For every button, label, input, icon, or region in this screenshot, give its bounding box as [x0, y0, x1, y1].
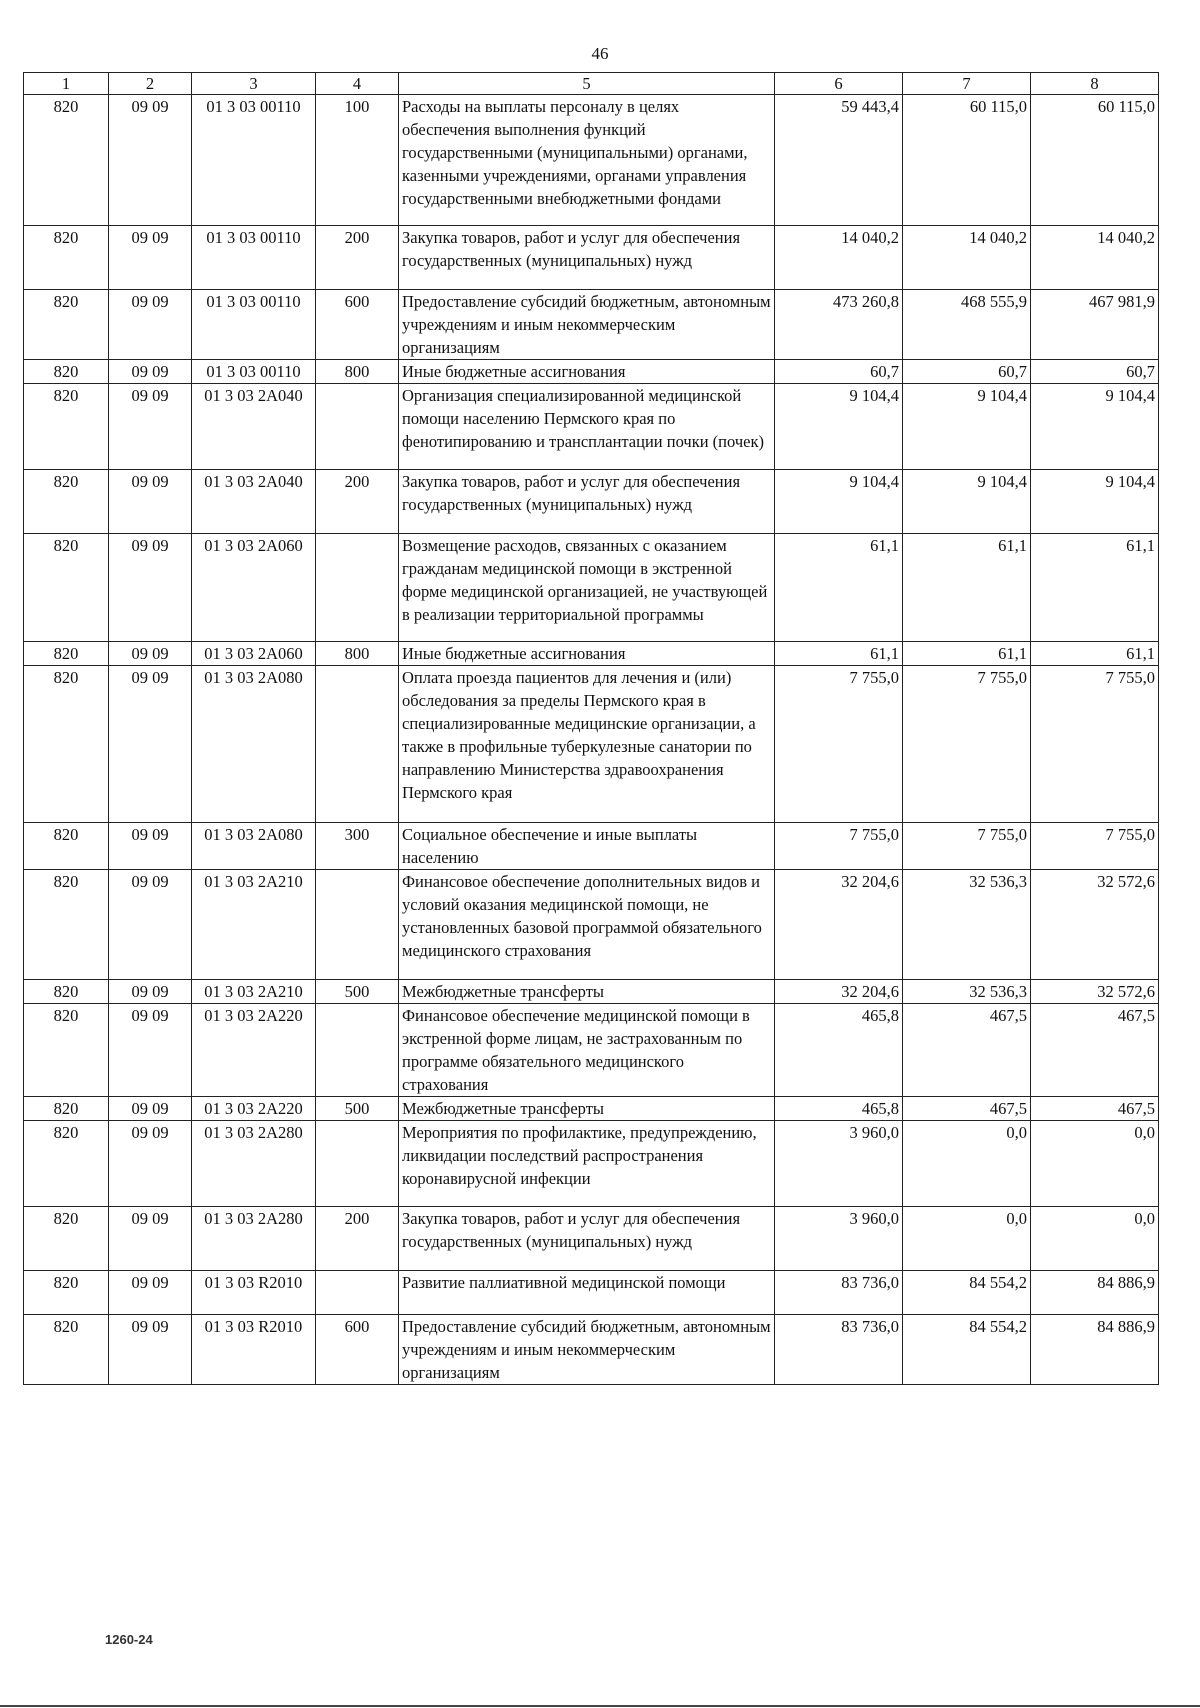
- expense-description: Финансовое обеспечение медицинской помощи в экстренной форме лицам, не застрахованным по программе обязательного медицинского страхования: [399, 1004, 775, 1097]
- expense-type-code: 300: [316, 823, 399, 870]
- table-row: [24, 226, 1159, 290]
- table-row: [24, 642, 1159, 666]
- header-row: [24, 73, 1159, 95]
- table-row: [24, 980, 1159, 1004]
- table-row: [24, 1097, 1159, 1121]
- column-header: 3: [192, 73, 316, 95]
- section-code: 09 09: [109, 1207, 192, 1271]
- expense-description: Социальное обеспечение и иные выплаты населению: [399, 823, 775, 870]
- expense-type-code: 200: [316, 470, 399, 534]
- department-code: 820: [24, 95, 109, 226]
- target-article-code: 01 3 03 2А080: [192, 823, 316, 870]
- section-code: 09 09: [109, 226, 192, 290]
- section-code: 09 09: [109, 290, 192, 360]
- department-code: 820: [24, 823, 109, 870]
- amount-col-8: 60 115,0: [1031, 95, 1159, 226]
- expense-description: Иные бюджетные ассигнования: [399, 360, 775, 384]
- amount-col-8: 32 572,6: [1031, 980, 1159, 1004]
- expense-type-code: [316, 870, 399, 980]
- amount-col-8: 7 755,0: [1031, 666, 1159, 823]
- section-code: 09 09: [109, 1097, 192, 1121]
- expense-type-code: [316, 384, 399, 470]
- page-number: 46: [591, 44, 609, 63]
- department-code: 820: [24, 384, 109, 470]
- amount-col-8: 60,7: [1031, 360, 1159, 384]
- department-code: 820: [24, 360, 109, 384]
- expense-description: Оплата проезда пациентов для лечения и (или) обследования за пределы Пермского края в специализированные медицинские организации, а также в профильные туберкулезные санатории по направлению Министерства здравоохранения Пермского края: [399, 666, 775, 823]
- table-row: [24, 534, 1159, 642]
- expense-type-code: 200: [316, 226, 399, 290]
- expense-type-code: [316, 1271, 399, 1315]
- target-article-code: 01 3 03 2А040: [192, 470, 316, 534]
- target-article-code: 01 3 03 2А080: [192, 666, 316, 823]
- expense-description: Развитие паллиативной медицинской помощи: [399, 1271, 775, 1315]
- amount-col-8: 0,0: [1031, 1121, 1159, 1207]
- section-code: 09 09: [109, 360, 192, 384]
- target-article-code: 01 3 03 2А210: [192, 980, 316, 1004]
- amount-col-8: 61,1: [1031, 642, 1159, 666]
- section-code: 09 09: [109, 384, 192, 470]
- amount-col-7: 61,1: [903, 642, 1031, 666]
- table-row: [24, 290, 1159, 360]
- target-article-code: 01 3 03 2А040: [192, 384, 316, 470]
- department-code: 820: [24, 642, 109, 666]
- table-row: [24, 95, 1159, 226]
- expense-type-code: 800: [316, 642, 399, 666]
- amount-col-6: 3 960,0: [775, 1121, 903, 1207]
- column-header: 8: [1031, 73, 1159, 95]
- amount-col-6: 83 736,0: [775, 1315, 903, 1385]
- table-row: [24, 1207, 1159, 1271]
- amount-col-6: 60,7: [775, 360, 903, 384]
- department-code: 820: [24, 1121, 109, 1207]
- amount-col-7: 9 104,4: [903, 470, 1031, 534]
- amount-col-7: 60,7: [903, 360, 1031, 384]
- table-row: [24, 360, 1159, 384]
- budget-table: [23, 72, 1159, 1385]
- amount-col-7: 60 115,0: [903, 95, 1031, 226]
- department-code: 820: [24, 534, 109, 642]
- amount-col-8: 32 572,6: [1031, 870, 1159, 980]
- amount-col-7: 467,5: [903, 1004, 1031, 1097]
- amount-col-8: 467,5: [1031, 1004, 1159, 1097]
- amount-col-8: 0,0: [1031, 1207, 1159, 1271]
- department-code: 820: [24, 470, 109, 534]
- section-code: 09 09: [109, 980, 192, 1004]
- amount-col-6: 61,1: [775, 534, 903, 642]
- amount-col-6: 7 755,0: [775, 666, 903, 823]
- amount-col-7: 0,0: [903, 1207, 1031, 1271]
- department-code: 820: [24, 870, 109, 980]
- section-code: 09 09: [109, 870, 192, 980]
- amount-col-7: 84 554,2: [903, 1271, 1031, 1315]
- amount-col-7: 32 536,3: [903, 980, 1031, 1004]
- column-header: 1: [24, 73, 109, 95]
- amount-col-8: 9 104,4: [1031, 470, 1159, 534]
- amount-col-7: 84 554,2: [903, 1315, 1031, 1385]
- amount-col-8: 61,1: [1031, 534, 1159, 642]
- expense-description: Межбюджетные трансферты: [399, 1097, 775, 1121]
- amount-col-7: 7 755,0: [903, 666, 1031, 823]
- section-code: 09 09: [109, 823, 192, 870]
- table-body: [24, 95, 1159, 1385]
- amount-col-6: 465,8: [775, 1097, 903, 1121]
- department-code: 820: [24, 1271, 109, 1315]
- amount-col-6: 465,8: [775, 1004, 903, 1097]
- department-code: 820: [24, 1207, 109, 1271]
- target-article-code: 01 3 03 00110: [192, 290, 316, 360]
- section-code: 09 09: [109, 95, 192, 226]
- amount-col-7: 468 555,9: [903, 290, 1031, 360]
- target-article-code: 01 3 03 00110: [192, 226, 316, 290]
- department-code: 820: [24, 1004, 109, 1097]
- expense-type-code: [316, 1121, 399, 1207]
- column-header: 7: [903, 73, 1031, 95]
- expense-type-code: 800: [316, 360, 399, 384]
- table-row: [24, 1271, 1159, 1315]
- section-code: 09 09: [109, 1315, 192, 1385]
- expense-description: Межбюджетные трансферты: [399, 980, 775, 1004]
- department-code: 820: [24, 1097, 109, 1121]
- target-article-code: 01 3 03 00110: [192, 360, 316, 384]
- expense-description: Расходы на выплаты персоналу в целях обеспечения выполнения функций государственными (муниципальными) органами, казенными учреждениями, органами управления государственными внебюджетными фондами: [399, 95, 775, 226]
- section-code: 09 09: [109, 666, 192, 823]
- expense-description: Финансовое обеспечение дополнительных видов и условий оказания медицинской помощи, не установленных базовой программой обязательного медицинского страхования: [399, 870, 775, 980]
- section-code: 09 09: [109, 1004, 192, 1097]
- amount-col-7: 467,5: [903, 1097, 1031, 1121]
- department-code: 820: [24, 1315, 109, 1385]
- expense-type-code: [316, 1004, 399, 1097]
- department-code: 820: [24, 666, 109, 823]
- table-row: [24, 384, 1159, 470]
- amount-col-6: 14 040,2: [775, 226, 903, 290]
- target-article-code: 01 3 03 2А060: [192, 534, 316, 642]
- expense-description: Организация специализированной медицинской помощи населению Пермского края по фенотипированию и трансплантации почки (почек): [399, 384, 775, 470]
- target-article-code: 01 3 03 2А060: [192, 642, 316, 666]
- target-article-code: 01 3 03 R2010: [192, 1271, 316, 1315]
- section-code: 09 09: [109, 470, 192, 534]
- amount-col-6: 7 755,0: [775, 823, 903, 870]
- expense-type-code: 600: [316, 1315, 399, 1385]
- expense-description: Закупка товаров, работ и услуг для обеспечения государственных (муниципальных) нужд: [399, 226, 775, 290]
- amount-col-6: 32 204,6: [775, 980, 903, 1004]
- column-header: 5: [399, 73, 775, 95]
- amount-col-6: 61,1: [775, 642, 903, 666]
- bottom-border-line: [0, 1705, 1200, 1707]
- table-row: [24, 823, 1159, 870]
- table-row: [24, 870, 1159, 980]
- expense-type-code: 100: [316, 95, 399, 226]
- target-article-code: 01 3 03 2А280: [192, 1121, 316, 1207]
- department-code: 820: [24, 290, 109, 360]
- amount-col-6: 9 104,4: [775, 384, 903, 470]
- department-code: 820: [24, 980, 109, 1004]
- amount-col-8: 467 981,9: [1031, 290, 1159, 360]
- expense-description: Закупка товаров, работ и услуг для обеспечения государственных (муниципальных) нужд: [399, 470, 775, 534]
- department-code: 820: [24, 226, 109, 290]
- amount-col-7: 9 104,4: [903, 384, 1031, 470]
- table-row: [24, 1004, 1159, 1097]
- expense-description: Мероприятия по профилактике, предупреждению, ликвидации последствий распространения коронавирусной инфекции: [399, 1121, 775, 1207]
- amount-col-7: 7 755,0: [903, 823, 1031, 870]
- expense-description: Предоставление субсидий бюджетным, автономным учреждениям и иным некоммерческим организациям: [399, 1315, 775, 1385]
- section-code: 09 09: [109, 1121, 192, 1207]
- target-article-code: 01 3 03 2А210: [192, 870, 316, 980]
- table-row: [24, 1121, 1159, 1207]
- amount-col-6: 83 736,0: [775, 1271, 903, 1315]
- expense-description: Предоставление субсидий бюджетным, автономным учреждениям и иным некоммерческим организациям: [399, 290, 775, 360]
- expense-type-code: 500: [316, 980, 399, 1004]
- column-header: 4: [316, 73, 399, 95]
- table-row: [24, 470, 1159, 534]
- amount-col-7: 14 040,2: [903, 226, 1031, 290]
- amount-col-8: 84 886,9: [1031, 1315, 1159, 1385]
- document-code: 1260-24: [105, 1632, 153, 1647]
- section-code: 09 09: [109, 534, 192, 642]
- section-code: 09 09: [109, 1271, 192, 1315]
- section-code: 09 09: [109, 642, 192, 666]
- expense-description: Иные бюджетные ассигнования: [399, 642, 775, 666]
- amount-col-7: 0,0: [903, 1121, 1031, 1207]
- column-header: 2: [109, 73, 192, 95]
- target-article-code: 01 3 03 00110: [192, 95, 316, 226]
- table-row: [24, 1315, 1159, 1385]
- expense-type-code: 600: [316, 290, 399, 360]
- expense-description: Возмещение расходов, связанных с оказанием гражданам медицинской помощи в экстренной форме медицинской организацией, не участвующей в реализации территориальной программы: [399, 534, 775, 642]
- amount-col-8: 467,5: [1031, 1097, 1159, 1121]
- amount-col-6: 32 204,6: [775, 870, 903, 980]
- target-article-code: 01 3 03 2А220: [192, 1004, 316, 1097]
- expense-type-code: [316, 534, 399, 642]
- target-article-code: 01 3 03 2А220: [192, 1097, 316, 1121]
- amount-col-6: 473 260,8: [775, 290, 903, 360]
- target-article-code: 01 3 03 2А280: [192, 1207, 316, 1271]
- amount-col-8: 7 755,0: [1031, 823, 1159, 870]
- amount-col-7: 61,1: [903, 534, 1031, 642]
- amount-col-6: 59 443,4: [775, 95, 903, 226]
- table-row: [24, 666, 1159, 823]
- expense-type-code: 500: [316, 1097, 399, 1121]
- expense-description: Закупка товаров, работ и услуг для обеспечения государственных (муниципальных) нужд: [399, 1207, 775, 1271]
- expense-type-code: [316, 666, 399, 823]
- amount-col-8: 84 886,9: [1031, 1271, 1159, 1315]
- expense-type-code: 200: [316, 1207, 399, 1271]
- amount-col-8: 9 104,4: [1031, 384, 1159, 470]
- amount-col-7: 32 536,3: [903, 870, 1031, 980]
- amount-col-8: 14 040,2: [1031, 226, 1159, 290]
- amount-col-6: 3 960,0: [775, 1207, 903, 1271]
- column-header: 6: [775, 73, 903, 95]
- target-article-code: 01 3 03 R2010: [192, 1315, 316, 1385]
- amount-col-6: 9 104,4: [775, 470, 903, 534]
